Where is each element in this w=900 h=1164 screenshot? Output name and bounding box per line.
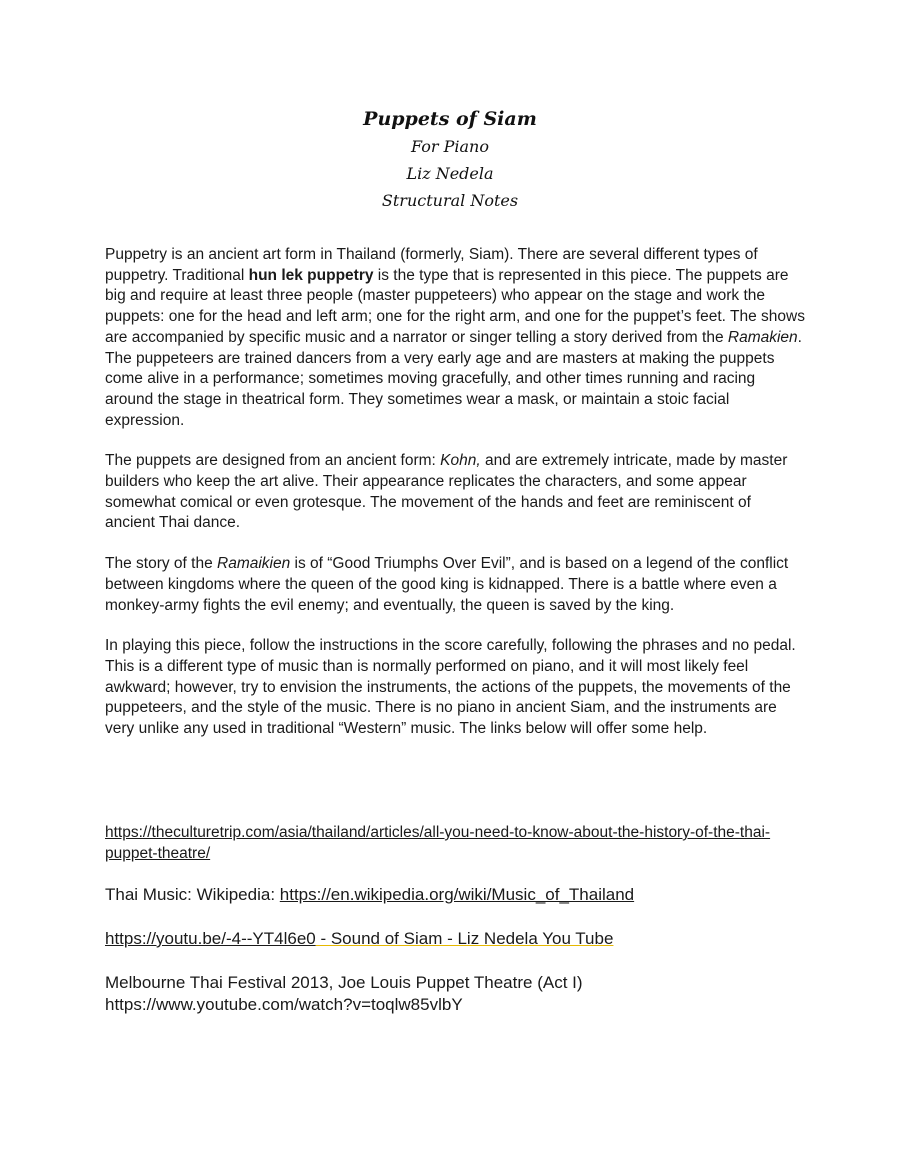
paragraph-story: [105, 554, 805, 616]
wikipedia-link[interactable]: https://en.wikipedia.org/wiki/Music_of_Thailand: [279, 885, 635, 904]
paragraph-text: Puppetry is an ancient art form in Thailand (formerly, Siam). There are several different types of puppetry. Traditional: [105, 246, 758, 284]
italic-term: Kohn,: [440, 452, 481, 470]
youtube-short-link[interactable]: https://youtu.be/-4--YT4l6e0: [105, 929, 316, 948]
link-melbourne-block: [105, 972, 805, 1016]
paragraph-text: The puppets are designed from an ancient form:: [105, 452, 441, 470]
paragraph-text: . The puppeteers are trained dancers from a very early age and are masters at making the puppets come alive in a performance; sometimes moving gracefully, and other times running and racing around the stage in theatrical form. They sometimes wear a mask, or maintain a stoic facial expression.: [105, 328, 802, 429]
melbourne-label: Melbourne Thai Festival 2013, Joe Louis Puppet Theatre (Act I): [105, 973, 583, 992]
document-author: Liz Nedela: [406, 164, 494, 183]
youtube-link-label: - Sound of Siam - Liz Nedela You Tube: [315, 929, 614, 948]
wikipedia-label: Thai Music: Wikipedia:: [105, 885, 280, 904]
melbourne-youtube-link[interactable]: https://www.youtube.com/watch?v=toqlw85vlbY: [105, 995, 463, 1014]
document-title: Puppets of Siam: [363, 108, 537, 130]
link-wikipedia-block: [105, 884, 805, 906]
paragraph-text: is the type that is represented in this piece. The puppets are big and require at least three people (master puppeteers) who appear on the stage and work the puppets: one for the head and left arm; one for the right arm, and one for the puppet’s feet. The shows are accompanied by specific music and a narrator or singer telling a story derived from the: [105, 266, 805, 346]
paragraph-puppet-design: [105, 451, 805, 534]
paragraph-puppetry: [105, 245, 805, 431]
paragraph-playing-instructions: In playing this piece, follow the instructions in the score carefully, following the phrases and no pedal. This is a different type of music than is normally performed on piano, and it will most likely feel awkward; however, try to envision the instruments, the actions of the puppets, the movements of the puppeteers, and the style of the music. There is no piano in ancient Siam, and the instruments are very unlike any used in traditional “Western” music. The links below will offer some help.: [105, 637, 796, 738]
document-header: [0, 106, 900, 214]
italic-term: Ramakien: [727, 328, 798, 346]
paragraph-text: is of “Good Triumphs Over Evil”, and is based on a legend of the conflict between kingdoms where the queen of the good king is kidnapped. There is a battle where even a monkey-army fights the evil enemy; and eventually, the queen is saved by the king.: [105, 555, 789, 614]
link-youtube-block: [105, 928, 805, 950]
link-culture-trip-block: [105, 823, 805, 864]
document-subtitle: For Piano: [411, 137, 489, 156]
culture-trip-link[interactable]: https://theculturetrip.com/asia/thailand/articles/all-you-need-to-know-about-the-history-of-the-thai-puppet-theatre/: [105, 824, 771, 862]
italic-term: Ramaikien: [217, 555, 291, 573]
bold-term: hun lek puppetry: [248, 266, 374, 284]
document-section-title: Structural Notes: [381, 191, 519, 210]
paragraph-text: and are extremely intricate, made by master builders who keep the art alive. Their appearance replicates the characters, and some appear somewhat comical or even grotesque. The movement of the hands and feet are reminiscent of ancient Thai dance.: [105, 452, 788, 532]
document-body: [105, 245, 805, 760]
paragraph-text: The story of the: [105, 555, 217, 573]
